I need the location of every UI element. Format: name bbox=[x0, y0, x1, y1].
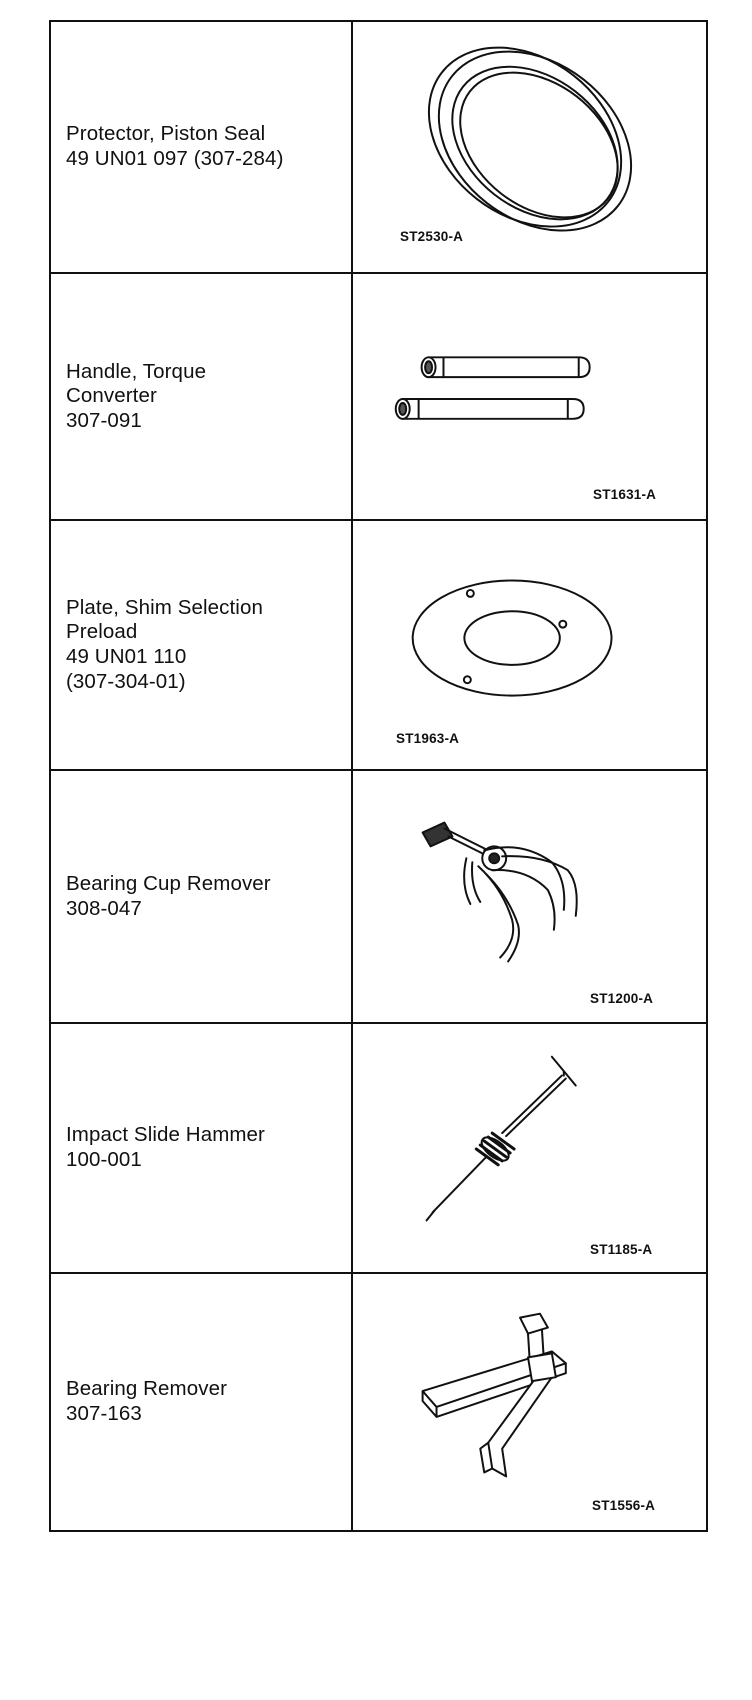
figure-code: ST1963-A bbox=[396, 731, 460, 746]
figure-code: ST1556-A bbox=[592, 1498, 656, 1513]
tool-description bbox=[50, 770, 352, 1023]
tool-description-line: 308-047 bbox=[66, 896, 142, 920]
tool-description bbox=[50, 21, 352, 273]
tool-description-line: Plate, Shim Selection bbox=[66, 595, 263, 619]
tool-description-line: 49 UN01 110 bbox=[66, 645, 187, 668]
tool-description bbox=[50, 273, 352, 520]
tool-description-line: Preload bbox=[66, 620, 138, 644]
tool-description bbox=[50, 1023, 352, 1273]
tool-row-shim-selection-plate bbox=[50, 520, 707, 770]
tool-description-line: Protector, Piston Seal bbox=[66, 122, 266, 146]
figure-code: ST1200-A bbox=[590, 991, 654, 1006]
figure-code: ST1185-A bbox=[590, 1242, 653, 1257]
tool-description bbox=[50, 520, 352, 770]
tool-row-bearing-remover bbox=[50, 1273, 707, 1531]
tool-description bbox=[50, 1273, 352, 1531]
tool-description-line: 307-091 bbox=[66, 408, 142, 432]
tool-row-impact-slide-hammer bbox=[50, 1023, 707, 1273]
tool-row-bearing-cup-remover bbox=[50, 770, 707, 1023]
tool-description-line: Bearing Cup Remover bbox=[66, 871, 271, 895]
tool-figure bbox=[352, 1273, 707, 1531]
tool-figure bbox=[352, 770, 707, 1023]
tool-description-line: Impact Slide Hammer bbox=[66, 1123, 265, 1147]
tool-figure bbox=[352, 273, 707, 520]
tool-figure bbox=[352, 520, 707, 770]
special-tools-table bbox=[49, 20, 708, 1532]
tool-figure bbox=[352, 1023, 707, 1273]
bearing-cup-remover-icon bbox=[353, 771, 706, 1022]
tool-description-line: Handle, Torque bbox=[66, 359, 207, 383]
tool-description-line: Bearing Remover bbox=[66, 1377, 228, 1401]
impact-slide-hammer-icon bbox=[353, 1024, 706, 1272]
tool-description-line: (307-304-01) bbox=[66, 669, 186, 693]
tool-figure bbox=[352, 21, 707, 273]
tool-row-piston-seal-protector bbox=[50, 21, 707, 273]
tool-description-line: 100-001 bbox=[66, 1148, 142, 1171]
tool-description-line: 49 UN01 097 (307-284) bbox=[66, 147, 284, 170]
tool-row-torque-converter-handle bbox=[50, 273, 707, 520]
torque-converter-handle-tubes-icon bbox=[353, 274, 706, 519]
tool-description-line: Converter bbox=[66, 384, 157, 408]
figure-code: ST1631-A bbox=[593, 487, 657, 502]
bearing-remover-icon bbox=[353, 1274, 706, 1530]
figure-code: ST2530-A bbox=[400, 229, 464, 244]
tool-description-line: 307-163 bbox=[66, 1402, 142, 1425]
